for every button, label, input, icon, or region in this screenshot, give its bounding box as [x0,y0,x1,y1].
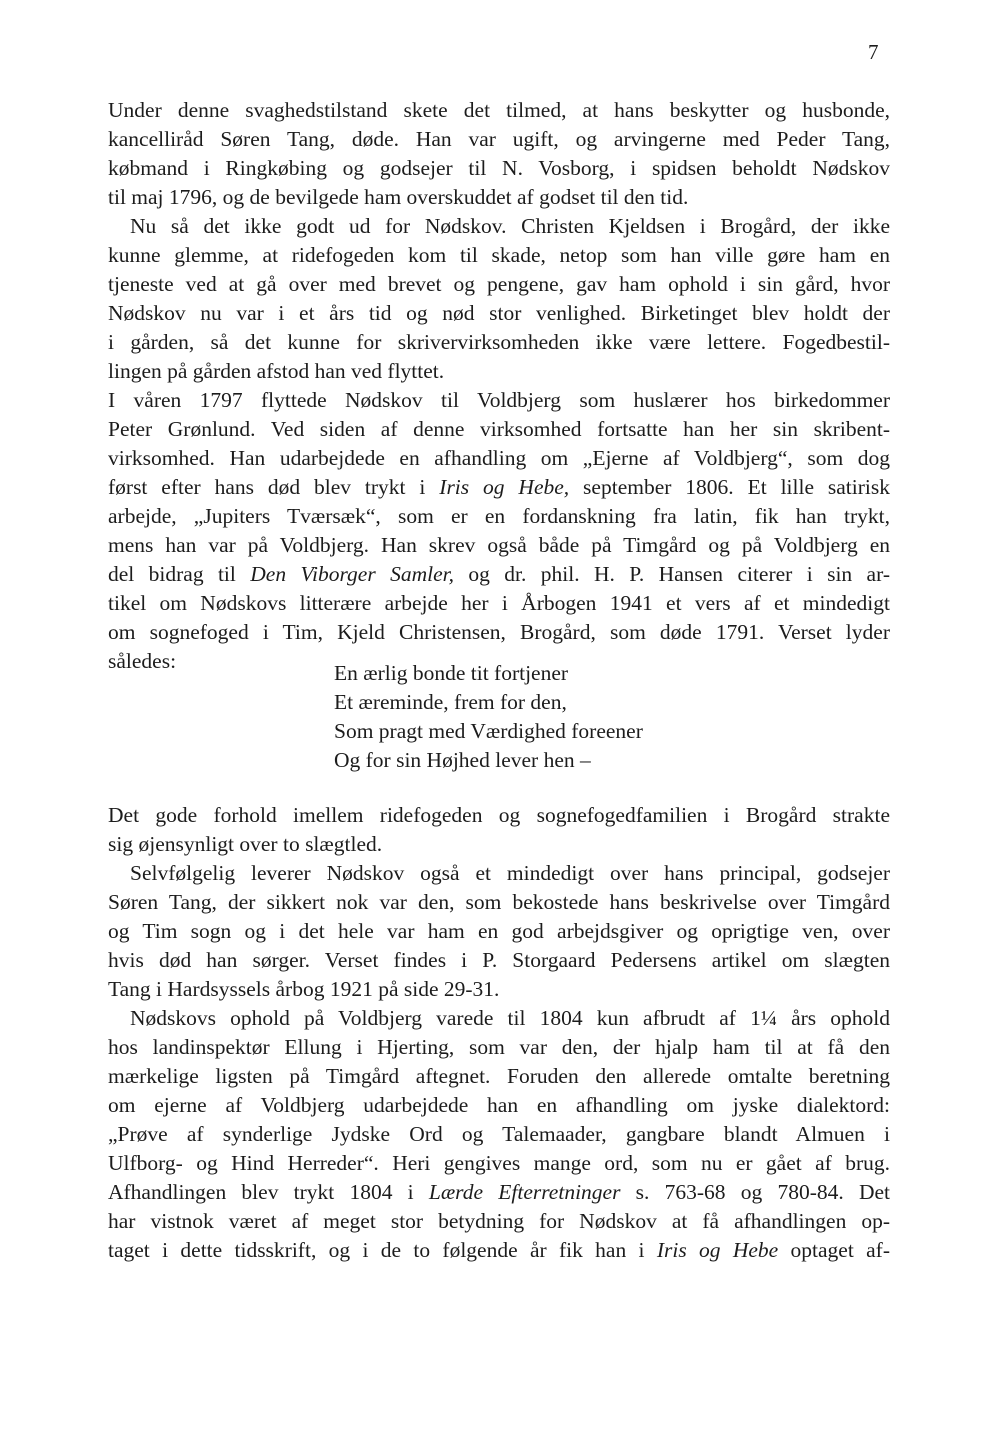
text-line: om sognefoged i Tim, Kjeld Christensen, Brogård, som døde 1791. Verset lyder [108,620,890,644]
text-line [108,473,890,502]
text-line: arbejde, „Jupiters Tværsæk“, som er en fordanskning fra latin, fik han trykt, [108,504,890,528]
text-line: har vistnok været af meget stor betydning for Nødskov at få afhandlingen op- [108,1209,890,1233]
text-line: Selvfølgelig leverer Nødskov også et mindedigt over hans principal, godsejer [130,861,890,885]
text-line: Nødskovs ophold på Voldbjerg varede til 1804 kun afbrudt af 1¼ års ophold [130,1006,890,1030]
verse-line: Et æreminde, frem for den, [334,690,567,714]
text-line: i gården, så det kunne for skrivervirksomheden ikke være lettere. Fogedbestil- [108,330,890,354]
text-line: tikel om Nødskovs litterære arbejde her i Årbogen 1941 et vers af et mindedigt [108,591,890,615]
text-line: kunne glemme, at ridefogeden kom til skade, netop som han ville gøre ham en [108,243,890,267]
text-line: og Tim sogn og i det hele var ham en god arbejdsgiver og oprigtige ven, over [108,919,890,943]
text-line [108,1236,890,1265]
text-line: således: [108,649,177,673]
text-line: hos landinspektør Ellung i Hjerting, som var den, der hjalp ham til at få den [108,1035,890,1059]
text-line: Peter Grønlund. Ved siden af denne virksomhed fortsatte han her sin skribent- [108,417,890,441]
journal-title: Iris og Hebe [656,1238,779,1262]
text-segment: september 1806. Et lille satirisk [569,475,890,499]
text-line: Ulfborg- og Hind Herreder“. Heri gengives mange ord, som nu er gået af brug. [108,1151,890,1175]
verse-block [334,659,754,775]
text-line: kancelliråd Søren Tang, døde. Han var ugift, og arvingerne med Peder Tang, [108,127,890,151]
text-line: I våren 1797 flyttede Nødskov til Voldbjerg som huslærer hos birkedommer [108,388,890,412]
text-segment: s. 763-68 og 780-84. Det [620,1180,890,1204]
text-segment: og dr. phil. H. P. Hansen citerer i sin ar- [454,562,890,586]
text-line: mens han var på Voldbjerg. Han skrev også både på Timgård og på Voldbjerg en [108,533,890,557]
text-segment: taget i dette tidsskrift, og i de to følgende år fik han i [108,1238,657,1262]
text-line: sig øjensynligt over to slægtled. [108,832,383,856]
text-line: Søren Tang, der sikkert nok var den, som bekostede hans beskrivelse over Timgård [108,890,890,914]
verse-line: Som pragt med Værdighed foreener [334,719,643,743]
journal-title: Lærde Efterretninger [428,1180,621,1204]
text-line: Nødskov nu var i et års tid og nød stor venlighed. Birketinget blev holdt der [108,301,890,325]
text-line: Det gode forhold imellem ridefogeden og sognefogedfamilien i Brogård strakte [108,803,890,827]
text-line: købmand i Ringkøbing og godsejer til N. Vosborg, i spidsen beholdt Nødskov [108,156,890,180]
text-line: „Prøve af synderlige Jydske Ord og Talemaader, gangbare blandt Almuen i [108,1122,890,1146]
text-line: Nu så det ikke godt ud for Nødskov. Christen Kjeldsen i Brogård, der ikke [130,214,890,238]
page-number: 7 [868,40,879,64]
text-segment: Afhandlingen blev trykt 1804 i [108,1180,429,1204]
text-line: mærkelige ligsten på Timgård aftegnet. Foruden den allerede omtalte beretning [108,1064,890,1088]
text-line [108,1178,890,1207]
journal-title: Iris og Hebe, [439,475,570,499]
text-line: tjeneste ved at gå over med brevet og pengene, gav ham ophold i sin gård, hvor [108,272,890,296]
verse-line: Og for sin Højhed lever hen – [334,748,591,772]
journal-title: Den Viborger Samler, [250,562,454,586]
text-segment: optaget af- [778,1238,890,1262]
text-line: lingen på gården afstod han ved flyttet. [108,359,445,383]
text-segment: del bidrag til [108,562,251,586]
text-line: om ejerne af Voldbjerg udarbejdede han en afhandling om jyske dialektord: [108,1093,890,1117]
text-segment: først efter hans død blev trykt i [108,475,440,499]
text-line [108,560,890,589]
main-text [108,96,890,676]
verse-line: En ærlig bonde tit fortjener [334,661,569,685]
text-line: virksomhed. Han udarbejdede en afhandling om „Ejerne af Voldbjerg“, som dog [108,446,890,470]
text-line: til maj 1796, og de bevilgede ham overskuddet af godset til den tid. [108,185,689,209]
text-line: Tang i Hardsyssels årbog 1921 på side 29-31. [108,977,500,1001]
text-line: Under denne svaghedstilstand skete det tilmed, at hans beskytter og husbonde, [108,98,890,122]
text-line: hvis død han sørger. Verset findes i P. Storgaard Pedersens artikel om slægten [108,948,890,972]
main-text-continued [108,801,890,1265]
